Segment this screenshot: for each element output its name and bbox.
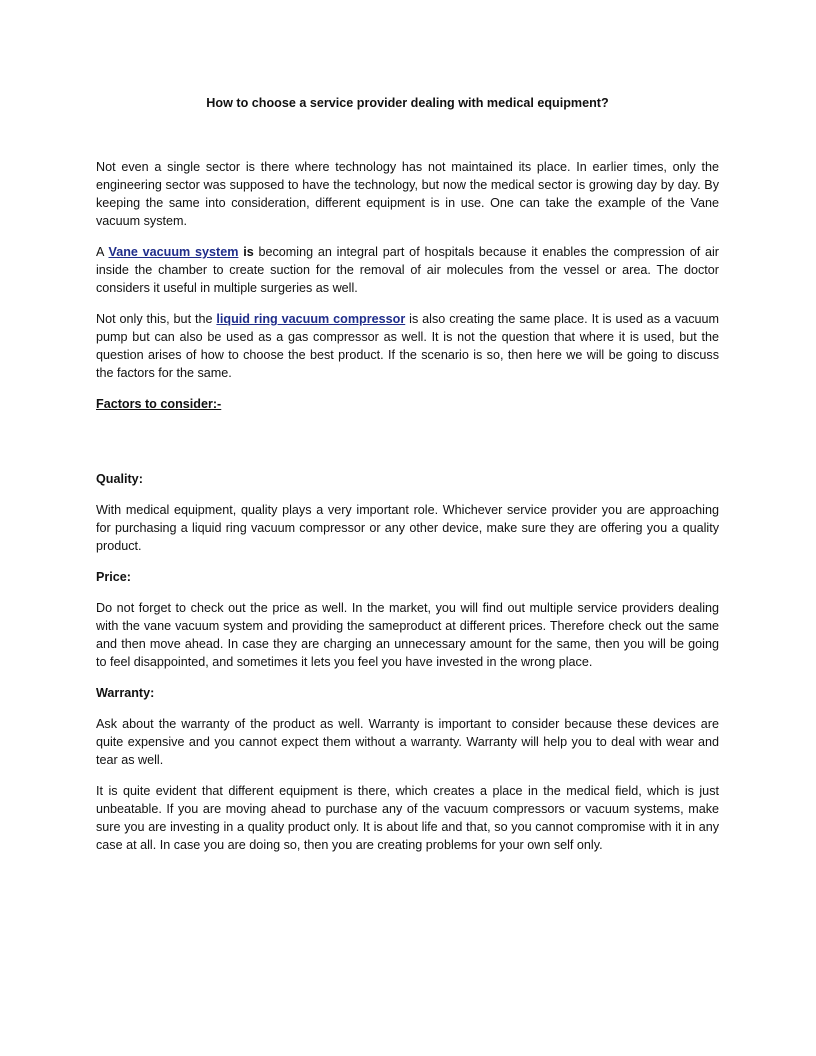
liquid-ring-rest: is also creating the same place. It is used as a vacuum pump but can also be used as a gas compressor as well. It is not the question that where it is used, but the question arises of how to choose the best product. If the scenario is so, then here we will be going to discuss the factors for the same. [96,312,719,380]
price-heading: Price: [96,570,132,584]
quality-paragraph: With medical equipment, quality plays a very important role. Whichever service provider you are approaching for purchasing a liquid ring vacuum compressor or any other device, make sure they are offering you a quality product. [96,503,719,553]
quality-heading: Quality: [96,472,143,486]
vane-paragraph [96,243,719,297]
intro-paragraph: Not even a single sector is there where technology has not maintained its place. In earlier times, only the engineering sector was supposed to have the technology, but now the medical sector is growing day by day. By keeping the same into consideration, different equipment is in use. One can take the example of the Vane vacuum system. [96,160,719,228]
liquid-ring-paragraph [96,310,719,382]
vane-prefix: A [96,245,109,259]
conclusion-paragraph: It is quite evident that different equipment is there, which creates a place in the medical field, which is just unbeatable. If you are moving ahead to purchase any of the vacuum compressors or vacuum systems, make sure you are investing in a quality product only. It is about life and that, so you cannot compromise with it in any case at all. In case you are doing so, then you are creating problems for your own self only. [96,784,719,852]
liquid-ring-prefix: Not only this, but the [96,312,217,326]
price-paragraph: Do not forget to check out the price as well. In the market, you will find out multiple service providers dealing with the vane vacuum system and providing the sameproduct at different prices. Therefore check out the same and then move ahead. In case they are charging an unnecessary amount for the same, then you will be going to feel disappointed, and sometimes it lets you feel you have invested in the wrong place. [96,601,719,669]
liquid-ring-compressor-link[interactable]: liquid ring vacuum compressor [216,312,406,326]
warranty-heading: Warranty: [96,686,155,700]
factors-heading-paragraph [96,395,719,413]
factors-heading: Factors to consider:- [96,397,222,411]
vane-vacuum-system-link[interactable]: Vane vacuum system [108,245,239,259]
document-title: How to choose a service provider dealing with medical equipment? [206,96,609,110]
vane-bold-word: is [238,245,254,259]
document-page [96,94,719,867]
warranty-paragraph: Ask about the warranty of the product as well. Warranty is important to consider because these devices are quite expensive and you cannot expect them without a warranty. Warranty will help you to deal with wear and tear as well. [96,717,719,767]
vane-rest: becoming an integral part of hospitals because it enables the compression of air inside the chamber to create suction for the removal of air molecules from the vessel or area. The doctor considers it useful in multiple surgeries as well. [96,245,719,295]
blank-space [96,426,719,470]
